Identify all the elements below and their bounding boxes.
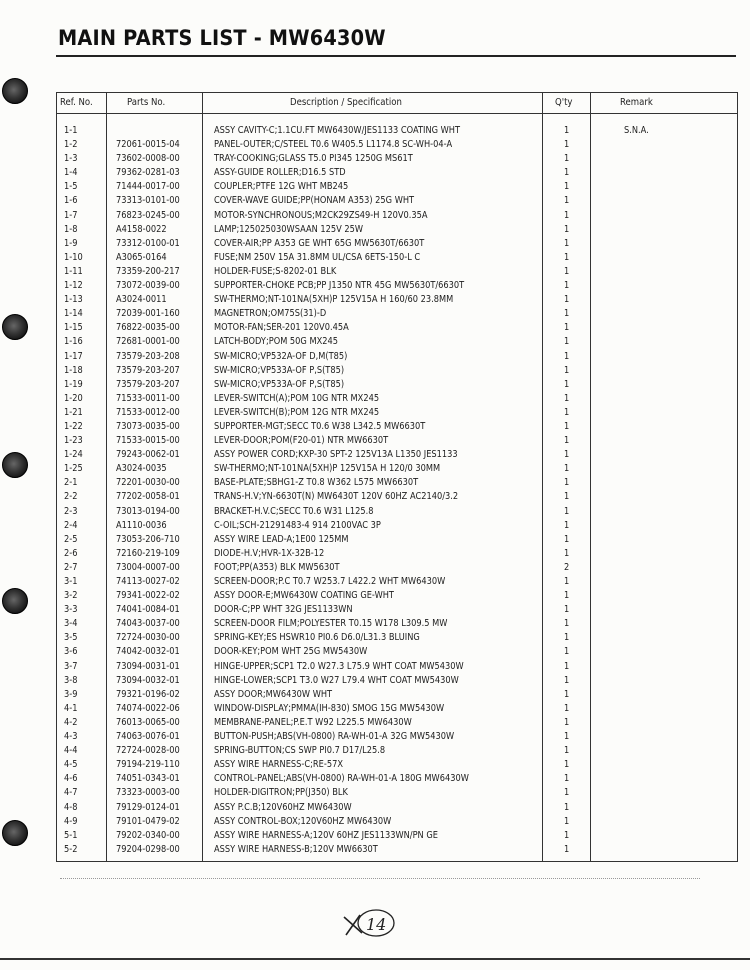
cell-part-no: 73313-0101-00 xyxy=(116,195,180,207)
table-row xyxy=(56,180,738,194)
cell-description: SW-MICRO;VP533A-OF P,S(T85) xyxy=(214,364,345,376)
table-row xyxy=(56,645,738,659)
cell-description: ASSY CONTROL-BOX;120V60HZ MW6430W xyxy=(214,815,392,827)
table-row xyxy=(56,533,738,547)
table-row xyxy=(56,561,738,575)
cell-quantity: 1 xyxy=(564,829,570,841)
cell-ref-no: 1-17 xyxy=(64,350,83,362)
cell-part-no: A3024-0035 xyxy=(116,463,167,475)
handwritten-page-number-mark xyxy=(340,905,400,939)
table-row xyxy=(56,434,738,448)
cell-ref-no: 2-7 xyxy=(64,561,78,573)
header-parts-no: Parts No. xyxy=(127,97,166,108)
cell-description: MEMBRANE-PANEL;P.E.T W92 L225.5 MW6430W xyxy=(214,716,412,728)
cell-part-no: 74063-0076-01 xyxy=(116,731,180,743)
cell-description: ASSY P.C.B;120V60HZ MW6430W xyxy=(214,801,352,813)
table-row xyxy=(56,660,738,674)
header-description: Description / Specification xyxy=(290,97,402,108)
cell-part-no: 79321-0196-02 xyxy=(116,688,180,700)
binder-hole-icon xyxy=(2,314,28,340)
table-row xyxy=(56,223,738,237)
cell-part-no: 73094-0031-01 xyxy=(116,660,180,672)
cell-description: BUTTON-PUSH;ABS(VH-0800) RA-WH-01-A 32G MW5430W xyxy=(214,731,455,743)
table-row xyxy=(56,786,738,800)
cell-part-no: 73073-0035-00 xyxy=(116,420,180,432)
cell-description: FOOT;PP(A353) BLK MW5630T xyxy=(214,561,340,573)
cell-description: HINGE-UPPER;SCP1 T2.0 W27.3 L75.9 WHT COAT MW5430W xyxy=(214,660,464,672)
cell-ref-no: 3-2 xyxy=(64,590,78,602)
cell-quantity: 1 xyxy=(564,590,570,602)
cell-ref-no: 1-24 xyxy=(64,449,83,461)
table-row xyxy=(56,406,738,420)
table-row xyxy=(56,279,738,293)
cell-quantity: 1 xyxy=(564,350,570,362)
cell-ref-no: 4-3 xyxy=(64,731,78,743)
cell-description: BASE-PLATE;SBHG1-Z T0.8 W362 L575 MW6630T xyxy=(214,477,419,489)
cell-quantity: 1 xyxy=(564,674,570,686)
cell-description: DOOR-KEY;POM WHT 25G MW5430W xyxy=(214,646,368,658)
cell-description: COVER-AIR;PP A353 GE WHT 65G MW5630T/6630T xyxy=(214,237,425,249)
table-row xyxy=(56,702,738,716)
cell-quantity: 1 xyxy=(564,646,570,658)
cell-ref-no: 3-4 xyxy=(64,618,78,630)
cell-part-no: 73072-0039-00 xyxy=(116,280,180,292)
cell-quantity: 1 xyxy=(564,688,570,700)
cell-quantity: 1 xyxy=(564,435,570,447)
cell-description: COVER-WAVE GUIDE;PP(HONAM A353) 25G WHT xyxy=(214,195,415,207)
cell-part-no: 73579-203-207 xyxy=(116,364,180,376)
table-row xyxy=(56,335,738,349)
cell-ref-no: 2-2 xyxy=(64,491,78,503)
cell-ref-no: 1-21 xyxy=(64,406,83,418)
cell-part-no: 72061-0015-04 xyxy=(116,139,180,151)
cell-quantity: 1 xyxy=(564,576,570,587)
cell-ref-no: 1-7 xyxy=(64,209,78,221)
cell-part-no: 72160-219-109 xyxy=(116,547,180,559)
cell-part-no: 79101-0479-02 xyxy=(116,815,180,827)
cell-ref-no: 3-1 xyxy=(64,576,78,587)
table-row xyxy=(56,772,738,786)
cell-remark: S.N.A. xyxy=(624,125,649,136)
cell-description: SW-MICRO;VP532A-OF D,M(T85) xyxy=(214,350,348,362)
cell-description: COUPLER;PTFE 12G WHT MB245 xyxy=(214,181,349,193)
cell-part-no: 72724-0030-00 xyxy=(116,632,180,644)
cell-ref-no: 1-20 xyxy=(64,392,83,404)
cell-description: ASSY WIRE HARNESS-A;120V 60HZ JES1133WN/PN GE xyxy=(214,829,438,841)
cell-quantity: 1 xyxy=(564,731,570,743)
table-row xyxy=(56,730,738,744)
cell-quantity: 1 xyxy=(564,392,570,404)
cell-part-no: 71533-0012-00 xyxy=(116,406,180,418)
cell-quantity: 1 xyxy=(564,420,570,432)
table-row xyxy=(56,194,738,208)
cell-quantity: 1 xyxy=(564,294,570,306)
cell-quantity: 1 xyxy=(564,547,570,559)
table-row xyxy=(56,138,738,152)
cell-quantity: 1 xyxy=(564,604,570,616)
cell-part-no: 73013-0194-00 xyxy=(116,505,180,517)
header-ref-no: Ref. No. xyxy=(60,97,93,108)
table-row xyxy=(56,251,738,265)
cell-quantity: 1 xyxy=(564,125,570,136)
table-row xyxy=(56,716,738,730)
cell-quantity: 1 xyxy=(564,265,570,277)
cell-ref-no: 1-10 xyxy=(64,251,83,263)
cell-part-no: 77202-0058-01 xyxy=(116,491,180,503)
cell-quantity: 1 xyxy=(564,308,570,320)
cell-description: SCREEN-DOOR;P.C T0.7 W253.7 L422.2 WHT MW6430W xyxy=(214,576,446,587)
cell-part-no: 74113-0027-02 xyxy=(116,576,180,587)
cell-quantity: 2 xyxy=(564,561,570,573)
cell-description: MAGNETRON;OM75S(31)-D xyxy=(214,308,327,320)
table-row xyxy=(56,815,738,829)
cell-part-no: 72039-001-160 xyxy=(116,308,180,320)
cell-ref-no: 2-6 xyxy=(64,547,78,559)
cell-ref-no: 4-1 xyxy=(64,702,78,714)
table-row xyxy=(56,674,738,688)
table-row xyxy=(56,462,738,476)
cell-part-no: 73323-0003-00 xyxy=(116,787,180,799)
cell-part-no: 79243-0062-01 xyxy=(116,449,180,461)
table-row xyxy=(56,237,738,251)
cell-quantity: 1 xyxy=(564,477,570,489)
cell-ref-no: 5-2 xyxy=(64,843,78,855)
cell-part-no: 73004-0007-00 xyxy=(116,561,180,573)
cell-description: LAMP;125025030WSAAN 125V 25W xyxy=(214,223,364,235)
cell-description: LEVER-SWITCH(B);POM 12G NTR MX245 xyxy=(214,406,380,418)
table-row xyxy=(56,307,738,321)
cell-description: ASSY WIRE HARNESS-C;RE-57X xyxy=(214,759,343,771)
scan-artifact xyxy=(60,878,700,887)
cell-part-no: 73053-206-710 xyxy=(116,533,180,545)
cell-description: PANEL-OUTER;C/STEEL T0.6 W405.5 L1174.8 SC-WH-04-A xyxy=(214,139,453,151)
cell-quantity: 1 xyxy=(564,505,570,517)
table-row xyxy=(56,603,738,617)
cell-ref-no: 4-9 xyxy=(64,815,78,827)
cell-quantity: 1 xyxy=(564,153,570,165)
cell-quantity: 1 xyxy=(564,167,570,179)
cell-quantity: 1 xyxy=(564,223,570,235)
cell-ref-no: 3-6 xyxy=(64,646,78,658)
cell-ref-no: 1-22 xyxy=(64,420,83,432)
cell-description: LEVER-DOOR;POM(F20-01) NTR MW6630T xyxy=(214,435,389,447)
cell-ref-no: 1-18 xyxy=(64,364,83,376)
table-row xyxy=(56,420,738,434)
cell-description: BRACKET-H.V.C;SECC T0.6 W31 L125.8 xyxy=(214,505,374,517)
cell-quantity: 1 xyxy=(564,336,570,348)
cell-ref-no: 1-19 xyxy=(64,378,83,390)
cell-part-no: 72724-0028-00 xyxy=(116,745,180,757)
cell-quantity: 1 xyxy=(564,181,570,193)
cell-ref-no: 4-4 xyxy=(64,745,78,757)
binder-hole-icon xyxy=(2,820,28,846)
cell-part-no: 71533-0015-00 xyxy=(116,435,180,447)
cell-ref-no: 1-6 xyxy=(64,195,78,207)
cell-part-no: 72681-0001-00 xyxy=(116,336,180,348)
cell-quantity: 1 xyxy=(564,449,570,461)
cell-ref-no: 4-7 xyxy=(64,787,78,799)
cell-ref-no: 3-5 xyxy=(64,632,78,644)
cell-ref-no: 1-15 xyxy=(64,322,83,334)
cell-part-no: 79204-0298-00 xyxy=(116,843,180,855)
cell-part-no: 73602-0008-00 xyxy=(116,153,180,165)
cell-ref-no: 3-7 xyxy=(64,660,78,672)
table-row xyxy=(56,364,738,378)
binder-hole-icon xyxy=(2,78,28,104)
cell-part-no: 76822-0035-00 xyxy=(116,322,180,334)
cell-description: TRANS-H.V;YN-6630T(N) MW6430T 120V 60HZ AC2140/3.2 xyxy=(214,491,459,503)
cell-description: C-OIL;SCH-21291483-4 914 2100VAC 3P xyxy=(214,519,381,531)
cell-part-no: 74041-0084-01 xyxy=(116,604,180,616)
table-row xyxy=(56,631,738,645)
header-quantity: Q'ty xyxy=(555,97,573,108)
parts-rows xyxy=(56,124,738,857)
table-row xyxy=(56,758,738,772)
cell-quantity: 1 xyxy=(564,406,570,418)
cell-part-no: 74043-0037-00 xyxy=(116,618,180,630)
cell-description: MOTOR-SYNCHRONOUS;M2CK29ZS49-H 120V0.35A xyxy=(214,209,428,221)
table-row xyxy=(56,688,738,702)
cell-ref-no: 3-9 xyxy=(64,688,78,700)
cell-description: LATCH-BODY;POM 50G MX245 xyxy=(214,336,338,348)
cell-quantity: 1 xyxy=(564,139,570,151)
cell-description: SPRING-BUTTON;CS SWP PI0.7 D17/L25.8 xyxy=(214,745,386,757)
cell-quantity: 1 xyxy=(564,632,570,644)
cell-quantity: 1 xyxy=(564,491,570,503)
cell-quantity: 1 xyxy=(564,209,570,221)
cell-ref-no: 4-5 xyxy=(64,759,78,771)
cell-quantity: 1 xyxy=(564,533,570,545)
table-row xyxy=(56,124,738,138)
bottom-rule xyxy=(0,958,750,960)
cell-description: ASSY-GUIDE ROLLER;D16.5 STD xyxy=(214,167,346,179)
cell-quantity: 1 xyxy=(564,660,570,672)
cell-description: ASSY POWER CORD;KXP-30 SPT-2 125V13A L1350 JES1133 xyxy=(214,449,458,461)
cell-description: HOLDER-FUSE;S-8202-01 BLK xyxy=(214,265,337,277)
cell-quantity: 1 xyxy=(564,618,570,630)
cell-description: LEVER-SWITCH(A);POM 10G NTR MX245 xyxy=(214,392,380,404)
table-row xyxy=(56,321,738,335)
cell-quantity: 1 xyxy=(564,463,570,475)
table-row xyxy=(56,547,738,561)
table-row xyxy=(56,152,738,166)
table-row xyxy=(56,293,738,307)
cell-part-no: A3024-0011 xyxy=(116,294,167,306)
cell-description: SW-THERMO;NT-101NA(5XH)P 125V15A H 120/0 30MM xyxy=(214,463,441,475)
table-row xyxy=(56,378,738,392)
table-row xyxy=(56,519,738,533)
cell-ref-no: 1-2 xyxy=(64,139,78,151)
page-number: 14 xyxy=(366,915,387,934)
cell-part-no: 79194-219-110 xyxy=(116,759,180,771)
table-row xyxy=(56,617,738,631)
cell-description: ASSY DOOR-E;MW6430W COATING GE-WHT xyxy=(214,590,394,602)
table-row xyxy=(56,166,738,180)
cell-quantity: 1 xyxy=(564,773,570,785)
cell-ref-no: 1-11 xyxy=(64,265,83,277)
table-row xyxy=(56,801,738,815)
cell-part-no: 73312-0100-01 xyxy=(116,237,180,249)
cell-description: WINDOW-DISPLAY;PMMA(IH-830) SMOG 15G MW5430W xyxy=(214,702,445,714)
cell-part-no: 74051-0343-01 xyxy=(116,773,180,785)
table-row xyxy=(56,448,738,462)
cell-ref-no: 1-1 xyxy=(64,125,78,136)
cell-description: FUSE;NM 250V 15A 31.8MM UL/CSA 6ETS-150-L C xyxy=(214,251,421,263)
table-row xyxy=(56,392,738,406)
cell-description: ASSY CAVITY-C;1.1CU.FT MW6430W/JES1133 COATING WHT xyxy=(214,125,461,136)
cell-part-no: 79362-0281-03 xyxy=(116,167,180,179)
cell-quantity: 1 xyxy=(564,378,570,390)
cell-description: SW-THERMO;NT-101NA(5XH)P 125V15A H 160/60 23.8MM xyxy=(214,294,454,306)
cell-part-no: 76823-0245-00 xyxy=(116,209,180,221)
table-row xyxy=(56,490,738,504)
cell-quantity: 1 xyxy=(564,787,570,799)
cell-part-no: 73094-0032-01 xyxy=(116,674,180,686)
cell-part-no: 79202-0340-00 xyxy=(116,829,180,841)
cell-part-no: 73579-203-207 xyxy=(116,378,180,390)
cell-description: MOTOR-FAN;SER-201 120V0.45A xyxy=(214,322,349,334)
cell-quantity: 1 xyxy=(564,843,570,855)
cell-part-no: 71444-0017-00 xyxy=(116,181,180,193)
cell-quantity: 1 xyxy=(564,237,570,249)
table-row xyxy=(56,209,738,223)
table-header-rule xyxy=(56,113,738,114)
table-row xyxy=(56,744,738,758)
cell-part-no: 73359-200-217 xyxy=(116,265,180,277)
cell-part-no: 71533-0011-00 xyxy=(116,392,180,404)
cell-ref-no: 2-3 xyxy=(64,505,78,517)
cell-description: DOOR-C;PP WHT 32G JES1133WN xyxy=(214,604,353,616)
cell-quantity: 1 xyxy=(564,702,570,714)
cell-part-no: 79341-0022-02 xyxy=(116,590,180,602)
cell-quantity: 1 xyxy=(564,759,570,771)
cell-ref-no: 1-9 xyxy=(64,237,78,249)
cell-quantity: 1 xyxy=(564,801,570,813)
cell-ref-no: 1-13 xyxy=(64,294,83,306)
cell-quantity: 1 xyxy=(564,519,570,531)
cell-description: CONTROL-PANEL;ABS(VH-0800) RA-WH-01-A 180G MW6430W xyxy=(214,773,469,785)
cell-description: ASSY WIRE HARNESS-B;120V MW6630T xyxy=(214,843,378,855)
cell-part-no: 74074-0022-06 xyxy=(116,702,180,714)
cell-description: HOLDER-DIGITRON;PP(J350) BLK xyxy=(214,787,348,799)
cell-description: ASSY DOOR;MW6430W WHT xyxy=(214,688,333,700)
table-row xyxy=(56,575,738,589)
cell-ref-no: 5-1 xyxy=(64,829,78,841)
table-row xyxy=(56,843,738,857)
cell-ref-no: 1-12 xyxy=(64,280,83,292)
cell-ref-no: 1-23 xyxy=(64,435,83,447)
cell-ref-no: 2-4 xyxy=(64,519,78,531)
cell-quantity: 1 xyxy=(564,364,570,376)
cell-ref-no: 2-1 xyxy=(64,477,78,489)
cell-part-no: A3065-0164 xyxy=(116,251,167,263)
header-remark: Remark xyxy=(620,97,653,108)
cell-description: HINGE-LOWER;SCP1 T3.0 W27 L79.4 WHT COAT MW5430W xyxy=(214,674,459,686)
cell-ref-no: 3-3 xyxy=(64,604,78,616)
table-row xyxy=(56,476,738,490)
cell-quantity: 1 xyxy=(564,280,570,292)
cell-quantity: 1 xyxy=(564,716,570,728)
cell-part-no: 76013-0065-00 xyxy=(116,716,180,728)
cell-ref-no: 3-8 xyxy=(64,674,78,686)
cell-ref-no: 1-3 xyxy=(64,153,78,165)
binder-hole-icon xyxy=(2,452,28,478)
cell-ref-no: 1-5 xyxy=(64,181,78,193)
cell-description: DIODE-H.V;HVR-1X-32B-12 xyxy=(214,547,325,559)
table-row xyxy=(56,505,738,519)
cell-ref-no: 4-6 xyxy=(64,773,78,785)
cell-ref-no: 2-5 xyxy=(64,533,78,545)
cell-description: SW-MICRO;VP533A-OF P,S(T85) xyxy=(214,378,345,390)
cell-part-no: 79129-0124-01 xyxy=(116,801,180,813)
cell-part-no: A1110-0036 xyxy=(116,519,167,531)
title-rule xyxy=(56,55,736,57)
cell-ref-no: 1-8 xyxy=(64,223,78,235)
cell-part-no: A4158-0022 xyxy=(116,223,167,235)
cell-description: SUPPORTER-MGT;SECC T0.6 W38 L342.5 MW6630T xyxy=(214,420,426,432)
cell-part-no: 74042-0032-01 xyxy=(116,646,180,658)
table-row xyxy=(56,589,738,603)
cell-quantity: 1 xyxy=(564,251,570,263)
cell-quantity: 1 xyxy=(564,815,570,827)
cell-ref-no: 1-4 xyxy=(64,167,78,179)
cell-ref-no: 4-8 xyxy=(64,801,78,813)
cell-part-no: 73579-203-208 xyxy=(116,350,180,362)
table-row xyxy=(56,350,738,364)
cell-description: ASSY WIRE LEAD-A;1E00 125MM xyxy=(214,533,349,545)
cell-part-no: 72201-0030-00 xyxy=(116,477,180,489)
cell-ref-no: 4-2 xyxy=(64,716,78,728)
cell-quantity: 1 xyxy=(564,745,570,757)
cell-quantity: 1 xyxy=(564,322,570,334)
cell-ref-no: 1-14 xyxy=(64,308,83,320)
cell-quantity: 1 xyxy=(564,195,570,207)
cell-ref-no: 1-25 xyxy=(64,463,83,475)
cell-description: SUPPORTER-CHOKE PCB;PP J1350 NTR 45G MW5630T/6630T xyxy=(214,280,465,292)
cell-description: TRAY-COOKING;GLASS T5.0 PI345 1250G MS61T xyxy=(214,153,413,165)
table-row xyxy=(56,265,738,279)
cell-description: SPRING-KEY;ES HSWR10 PI0.6 D6.0/L31.3 BLUING xyxy=(214,632,420,644)
binder-hole-icon xyxy=(2,588,28,614)
page-title: MAIN PARTS LIST - MW6430W xyxy=(58,26,386,50)
cell-ref-no: 1-16 xyxy=(64,336,83,348)
table-row xyxy=(56,829,738,843)
cell-description: SCREEN-DOOR FILM;POLYESTER T0.15 W178 L309.5 MW xyxy=(214,618,448,630)
